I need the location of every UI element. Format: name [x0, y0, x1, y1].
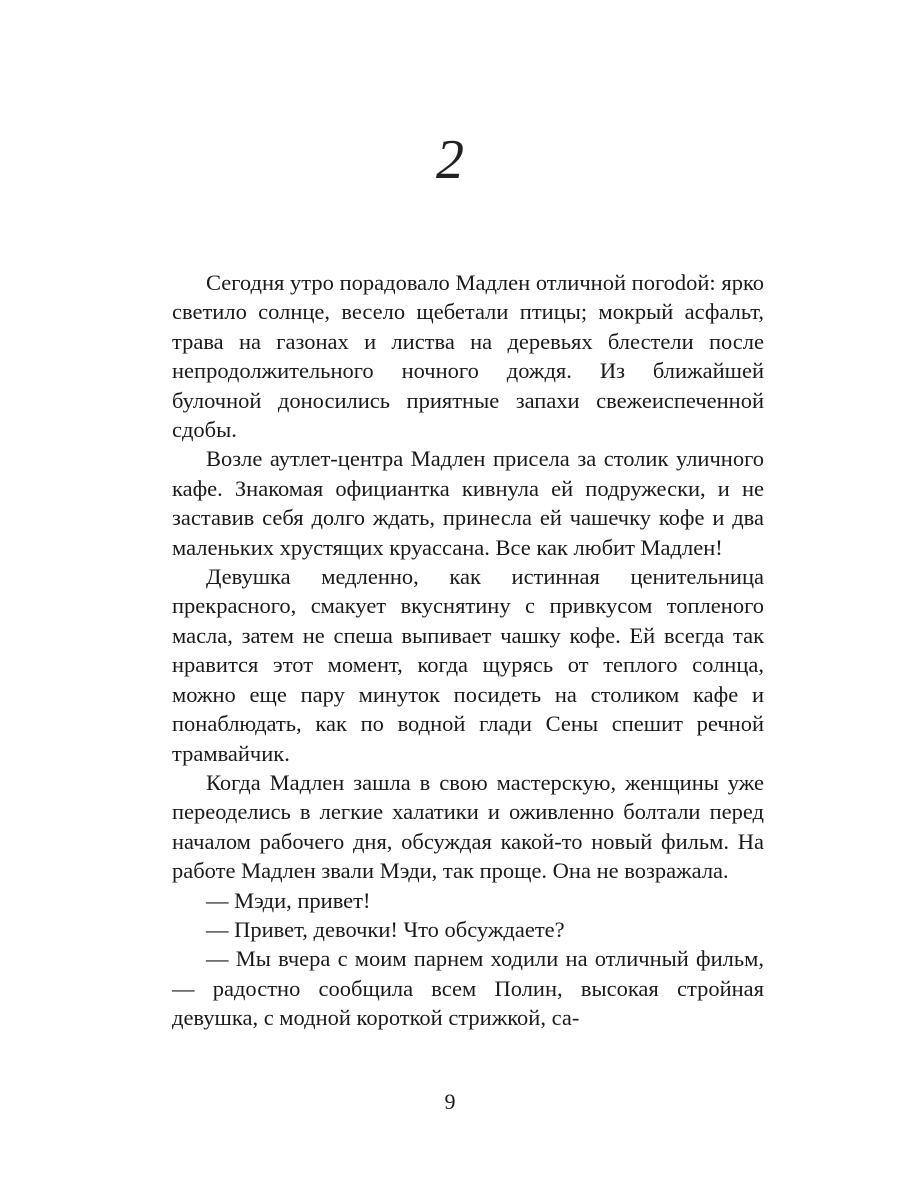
paragraph: Сегодня утро порадовало Мадлен отличной погоdой: ярко светило солнце, весело щебетали птицы; мокрый асфальт, трава на газонах и листва на деревьях блестели после непродолжительного ночного дождя. Из ближайшей булочной доносились приятные запахи свежеиспеченной сдобы.	[172, 270, 764, 443]
paragraph: Девушка медленно, как истинная ценительница прекрасного, смакует вкуснятину с привкусом топленого масла, затем не спеша выпивает чашку кофе. Ей всегда так нравится этот момент, когда щурясь от теплого солнца, можно еще пару минуток посидеть на столиком кафе и понаблюдать, как по водной глади Сены спешит речной трамвайчик.	[172, 564, 764, 766]
chapter-body	[172, 268, 764, 1033]
dialogue-line: — Мэди, привет!	[206, 887, 371, 913]
paragraph: Возле аутлет-центра Мадлен присела за столик уличного кафе. Знакомая официантка кивнула ей подружески, и не заставив себя долго ждать, принесла ей чашечку кофе и два маленьких хрустящих круассана. Все как любит Мадлен!	[172, 446, 764, 560]
chapter-number: 2	[436, 129, 464, 191]
page-number: 9	[444, 1089, 456, 1114]
dialogue-line: — Привет, девочки! Что обсуждаете?	[206, 916, 565, 942]
dialogue-line: — Мы вчера с моим парнем ходили на отличный фильм, — радостно сообщила всем Полин, высокая стройная девушка, с модной короткой стрижкой, са-	[172, 946, 764, 1031]
paragraph: Когда Мадлен зашла в свою мастерскую, женщины уже переоделись в легкие халатики и оживленно болтали перед началом рабочего дня, обсуждая какой-то новый фильм. На работе Мадлен звали Мэди, так проще. Она не возражала.	[172, 769, 764, 884]
